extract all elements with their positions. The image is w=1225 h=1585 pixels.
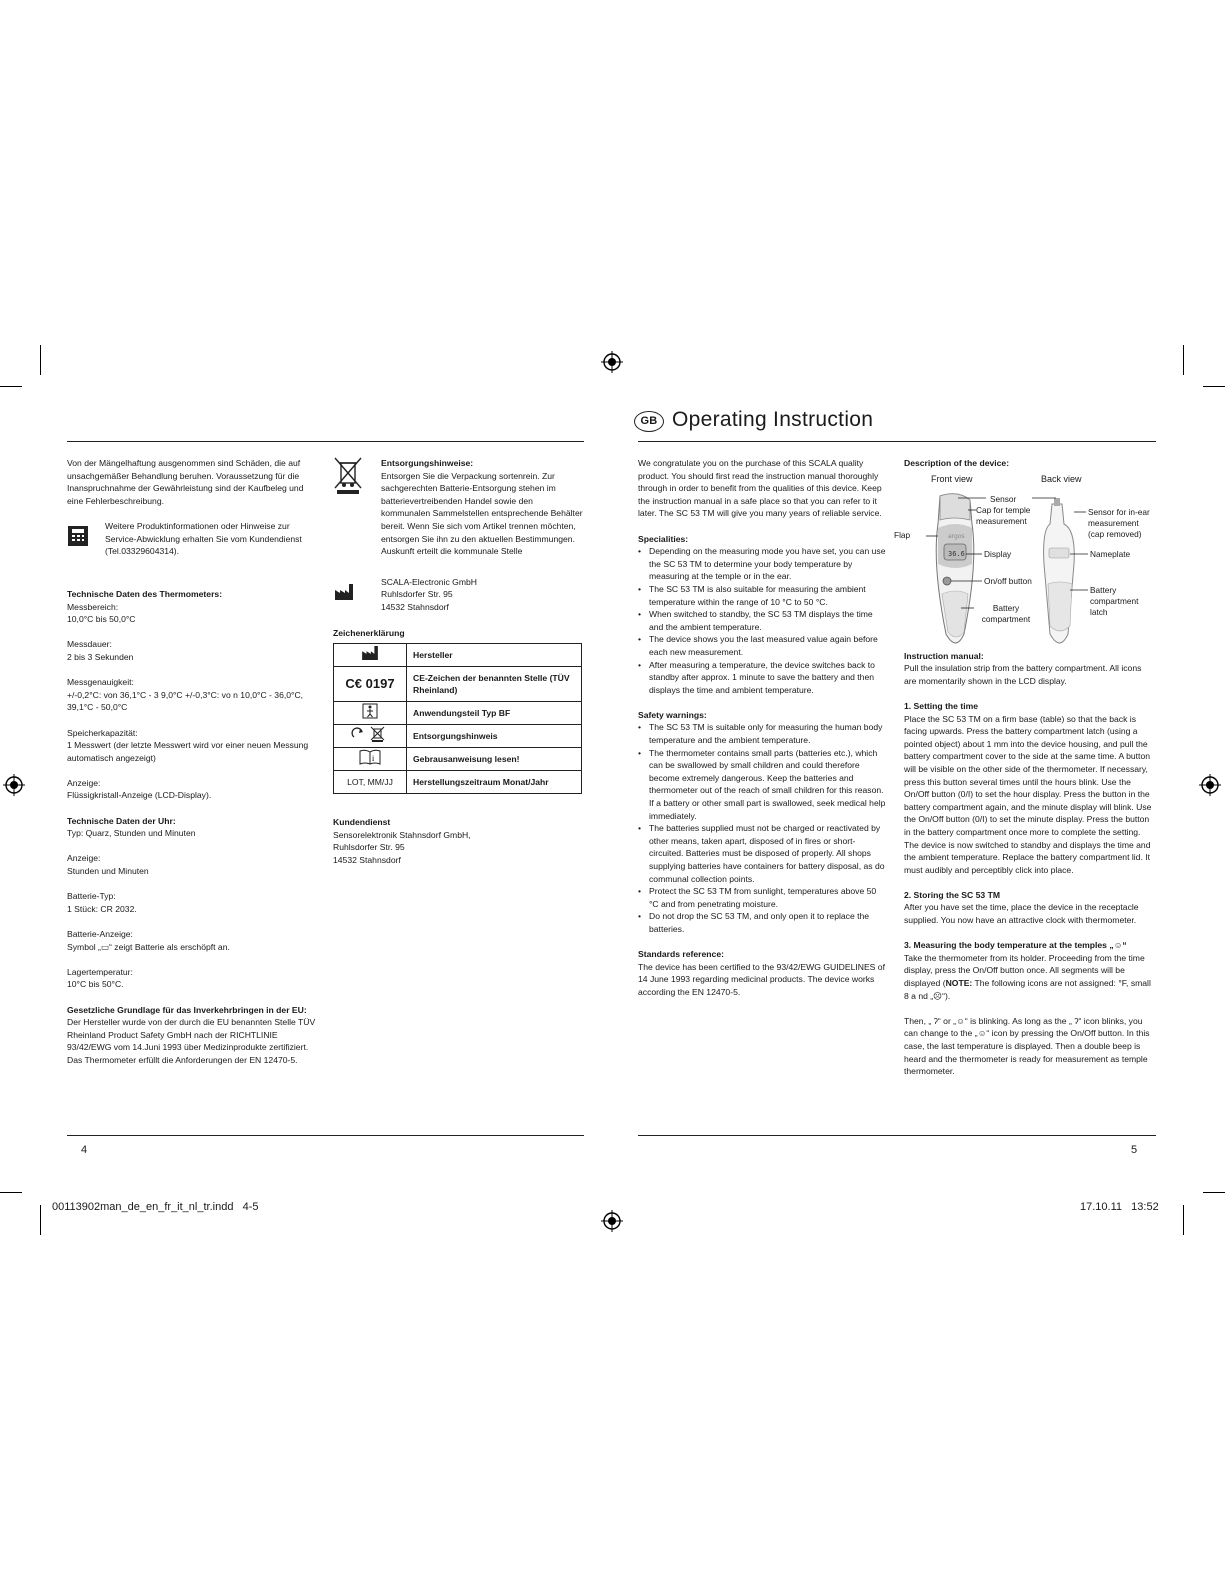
legal-heading: Gesetzliche Grundlage für das Inverkehrbringen in der EU: — [67, 1004, 307, 1015]
cap-label: Cap for temple measurement — [976, 504, 1031, 526]
device-heading: Description of the device: — [904, 458, 1010, 468]
standards-heading: Standards reference: — [638, 949, 724, 960]
specialities-heading: Specialities: — [638, 533, 689, 544]
legend-desc: CE-Zeichen der benannten Stelle (TÜV Rheinland) — [407, 667, 582, 702]
table-row — [334, 771, 582, 794]
service-heading: Kundendienst — [333, 817, 391, 828]
table-row — [334, 667, 582, 702]
disposal-heading: Entsorgungshinweise: — [381, 458, 474, 468]
service-line: 14532 Stahnsdorf — [333, 854, 401, 865]
registration-mark-icon — [3, 774, 25, 796]
setting-time-heading: 1. Setting the time — [904, 700, 979, 711]
legend-desc: Gebrausanweisung lesen! — [407, 748, 582, 771]
measuring-text — [904, 952, 1156, 1002]
spec-value: 1 Messwert (der letzte Messwert wird vor einer neuen Messung automatisch angezeigt) — [67, 740, 309, 763]
measuring-text-2: Then, „ ʔ“ or „☺“ is blinking. As long as the „ ʔ“ icon blinks, you can change to the „☺“ icon by pressing the On/Off button. In this case, the last temperature is displayed. Then a double beep is heard and the thermometer is ready for measurement as temple thermometer. — [904, 1015, 1150, 1077]
right-column-2 — [894, 457, 1156, 1078]
legend-desc: Anwendungsteil Typ BF — [407, 702, 582, 725]
spec-label: Batterie-Anzeige: — [67, 929, 133, 939]
language-badge: GB — [634, 411, 664, 432]
safety-list — [638, 721, 888, 935]
list-item: • Do not drop the SC 53 TM, and only open it to replace the batteries. — [638, 910, 888, 935]
spec-label: Messbereich: — [67, 601, 119, 612]
spec-label: Messdauer: — [67, 639, 112, 650]
battery-compartment-label: Battery compartment — [981, 602, 1031, 624]
measuring-text-a: Take the thermometer from its holder. Proceeding from the time display, press the On/Off button once. All segments will be displayed ( — [904, 952, 1145, 989]
service-line: Sensorelektronik Stahnsdorf GmbH, — [333, 829, 471, 840]
factory-icon — [335, 584, 353, 600]
spec-value: 2 bis 3 Sekunden — [67, 651, 134, 662]
spec-value: 10,0°C bis 50,0°C — [67, 614, 136, 625]
svg-text:i: i — [372, 754, 375, 764]
standards-text: The device has been certified to the 93/42/EWG GUIDELINES of 14 June 1993 regarding medicinal products. The device works according the EN 12470-5. — [638, 961, 885, 997]
table-row — [334, 644, 582, 667]
setting-time-text: Place the SC 53 TM on a firm base (table) so that the back is facing upwards. Press the battery compartment latch (using a pointed object) about 1 mm into the device housing, and pull the battery compartment cover to the side at the same time. A button will be visible on the other side of the thermometer. If necessary, press this button several times until the hours blink. Use the On/Off button (0/I) to set the hour display. Press the button in the battery compartment again, and the minute display will blink. Use the On/Off button (0/I) to set the minute display. Press the button in the battery compartment once more to complete the setting. The device is now switched to standby and displays the time and the ambient temperature. Replace the battery compartment lid. It must audibly and perceptibly click into place. — [904, 713, 1152, 875]
list-item: • Depending on the measuring mode you have set, you can use the SC 53 TM to determine your body temperature by measuring at the temple or in the ear. — [638, 545, 888, 583]
service-note-text: Weitere Produktinformationen oder Hinweise zur Service-Abwicklung erhalten Sie vom Kundendienst (Tel.03329604314). — [105, 520, 302, 557]
page-number-left: 4 — [81, 1144, 88, 1156]
service-line: Ruhlsdorfer Str. 95 — [333, 842, 405, 853]
left-column-1 — [67, 457, 317, 1079]
registration-mark-icon — [1199, 774, 1221, 796]
device-diagram — [894, 470, 1156, 650]
phone-icon — [67, 525, 89, 547]
ce-mark: C€ 0197 — [334, 667, 407, 702]
crop-mark — [1183, 345, 1184, 375]
clock-heading: Technische Daten der Uhr: — [67, 815, 176, 826]
measuring-text-b: The following icons are not assigned: °F, small 8 a nd „☹“). — [904, 978, 1151, 1001]
back-view-label: Back view — [1041, 473, 1082, 484]
page-title-text: Operating Instruction — [672, 408, 874, 431]
nameplate-label: Nameplate — [1090, 548, 1131, 559]
spec-value: +/-0,2°C: von 36,1°C - 3 9,0°C +/-0,3°C: vo n 10,0°C - 36,0°C, 39,1°C - 50,0°C — [67, 689, 304, 713]
crop-mark — [0, 386, 22, 387]
spec-label: Anzeige: — [67, 853, 101, 864]
list-item: • The SC 53 TM is also suitable for measuring the ambient temperature within the range of 10 °C to 50 °C. — [638, 583, 888, 608]
table-row — [334, 725, 582, 748]
note-label: NOTE: — [945, 978, 973, 989]
service-note — [67, 520, 317, 570]
crop-mark — [0, 1192, 22, 1193]
measuring-heading: 3. Measuring the body temperature at the temples „☺“ — [904, 940, 1127, 951]
lot-symbol: LOT, MM/JJ — [334, 771, 407, 794]
manufacturer-line: Ruhlsdorfer Str. 95 — [381, 589, 453, 600]
spec-label: Batterie-Typ: — [67, 891, 116, 902]
spec-value: Flüssigkristall-Anzeige (LCD-Display). — [67, 790, 212, 801]
list-item: • The thermometer contains small parts (batteries etc.), which can be swallowed by small children and could therefore become extremely dangerous. Keep the batteries and thermometer out of the reach of small children for this reason. If a battery or other small part is swallowed, seek medical help immediately. — [638, 747, 888, 823]
list-item: • Protect the SC 53 TM from sunlight, temperatures above 50 °C and from penetrating moisture. — [638, 885, 888, 910]
left-column-2 — [333, 457, 583, 867]
crop-mark — [40, 345, 41, 375]
crop-mark — [40, 1205, 41, 1235]
legend-desc: Hersteller — [407, 644, 582, 667]
page-number-right: 5 — [1131, 1144, 1138, 1156]
battery-latch-label: Battery compartment latch — [1090, 584, 1139, 617]
table-row — [334, 748, 582, 771]
spec-value: 10°C bis 50°C. — [67, 979, 124, 990]
factory-icon — [361, 646, 379, 660]
tech-heading: Technische Daten des Thermometers: — [67, 588, 223, 599]
left-top-rule — [67, 441, 584, 442]
crop-mark — [1183, 1205, 1184, 1235]
page-title — [634, 408, 873, 432]
manual-text: Pull the insulation strip from the battery compartment. All icons are momentarily shown in the LCD display. — [904, 663, 1142, 686]
registration-mark-icon — [601, 1210, 623, 1232]
flap-label: Flap — [894, 529, 911, 540]
table-row — [334, 702, 582, 725]
list-item: • The batteries supplied must not be charged or reactivated by other means, taken apart, disposed of in fires or short-circuited. Batteries must be disposed of properly. All shops supplying batteries have containers for battery disposal, as do communal collection points. — [638, 822, 888, 885]
slug-filename: 00113902man_de_en_fr_it_nl_tr.indd 4-5 — [52, 1201, 259, 1213]
right-column-1 — [638, 457, 888, 999]
spec-label: Speicherkapazität: — [67, 727, 138, 738]
right-top-rule — [638, 441, 1156, 442]
manufacturer-line: 14532 Stahnsdorf — [381, 601, 449, 612]
brand-logo: argos — [948, 532, 965, 540]
legend-heading: Zeichenerklärung — [333, 627, 405, 638]
storing-text: After you have set the time, place the device in the receptacle supplied. You now have an attractive clock with thermometer. — [904, 902, 1139, 926]
disposal-block — [333, 457, 583, 558]
spec-value: Stunden und Minuten — [67, 866, 149, 877]
spec-label: Messgenauigkeit: — [67, 677, 134, 688]
spec-value: Symbol „▭“ zeigt Batterie als erschöpft an. — [67, 941, 230, 952]
warranty-paragraph: Von der Mängelhaftung ausgenommen sind Schäden, die auf unsachgemäßer Behandlung beruhen. Voraussetzung für die Inanspruchnahme der Gewährleistung sind der Kaufbeleg und eine Fehlerbeschreibung. — [67, 458, 304, 506]
manufacturer-line: SCALA-Electronic GmbH — [381, 576, 477, 587]
front-device-illustration — [936, 493, 974, 642]
clock-type: Typ: Quarz, Stunden und Minuten — [67, 828, 196, 839]
front-view-label: Front view — [931, 473, 973, 484]
manufacturer-block — [333, 576, 583, 614]
legal-text: Der Hersteller wurde von der durch die EU benannten Stelle TÜV Rheinland Product Safety GmbH nach der RICHTLINIE 93/42/EWG vom 14.Juni 1993 über Medizinprodukte zertifiziert. Das Thermometer erfüllt die Anforderungen der EN 12470-5. — [67, 1017, 316, 1065]
crop-mark — [1203, 386, 1225, 387]
legend-desc: Herstellungszeitraum Monat/Jahr — [407, 771, 582, 794]
sensor-ear-label: Sensor for in-ear measurement (cap removed) — [1088, 506, 1150, 539]
read-manual-icon — [359, 749, 381, 765]
intro-paragraph: We congratulate you on the purchase of this SCALA quality product. You should first read the instruction manual thoroughly through in order to benefit from the qualities of this device. Keep the instruction manual in a safe place so that you can refer to it later. The SC 53 TM will give you many years of reliable service. — [638, 458, 882, 519]
list-item: • When switched to standby, the SC 53 TM displays the time and the ambient temperature. — [638, 608, 888, 633]
right-bottom-rule — [638, 1135, 1156, 1136]
recycle-disposal-icon — [350, 726, 390, 742]
list-item: • The device shows you the last measured value again before each new measurement. — [638, 633, 888, 658]
registration-mark-icon — [601, 351, 623, 373]
bf-applied-part-icon — [362, 703, 378, 719]
slug-datetime: 17.10.11 13:52 — [1080, 1201, 1159, 1213]
spec-label: Anzeige: — [67, 777, 101, 788]
storing-heading: 2. Storing the SC 53 TM — [904, 889, 1000, 900]
safety-heading: Safety warnings: — [638, 709, 707, 720]
disposal-text: Entsorgen Sie die Verpackung sortenrein. Zur sachgerechten Batterie-Entsorgung stehen im batterievertreibenden Handel sowie den kommunalen Sammelstellen entsprechende Behälter bereit. Wenn Sie sich vom Artikel trennen möchten, entsorgen Sie ihn zu den aktuellen Bestimmungen. Auskunft erteilt die kommunale Stelle — [381, 470, 583, 557]
crossed-bin-icon — [333, 457, 363, 495]
spec-value: 1 Stück: CR 2032. — [67, 903, 137, 914]
left-bottom-rule — [67, 1135, 584, 1136]
legend-desc: Entsorgungshinweis — [407, 725, 582, 748]
onoff-label: On/off button — [984, 575, 1032, 586]
symbol-legend-table — [333, 643, 582, 794]
manual-heading: Instruction manual: — [904, 650, 984, 661]
list-item: • The SC 53 TM is suitable only for measuring the human body temperature and the ambient temperature. — [638, 721, 888, 746]
list-item: • After measuring a temperature, the device switches back to standby after approx. 1 minute to save the battery and then displays the time and ambient temperature. — [638, 659, 888, 697]
spec-label: Lagertemperatur: — [67, 966, 133, 977]
sensor-label: Sensor — [990, 493, 1017, 504]
specialities-list — [638, 545, 888, 696]
display-label: Display — [984, 548, 1012, 559]
lcd-readout: 36.6 — [948, 549, 965, 558]
crop-mark — [1203, 1192, 1225, 1193]
